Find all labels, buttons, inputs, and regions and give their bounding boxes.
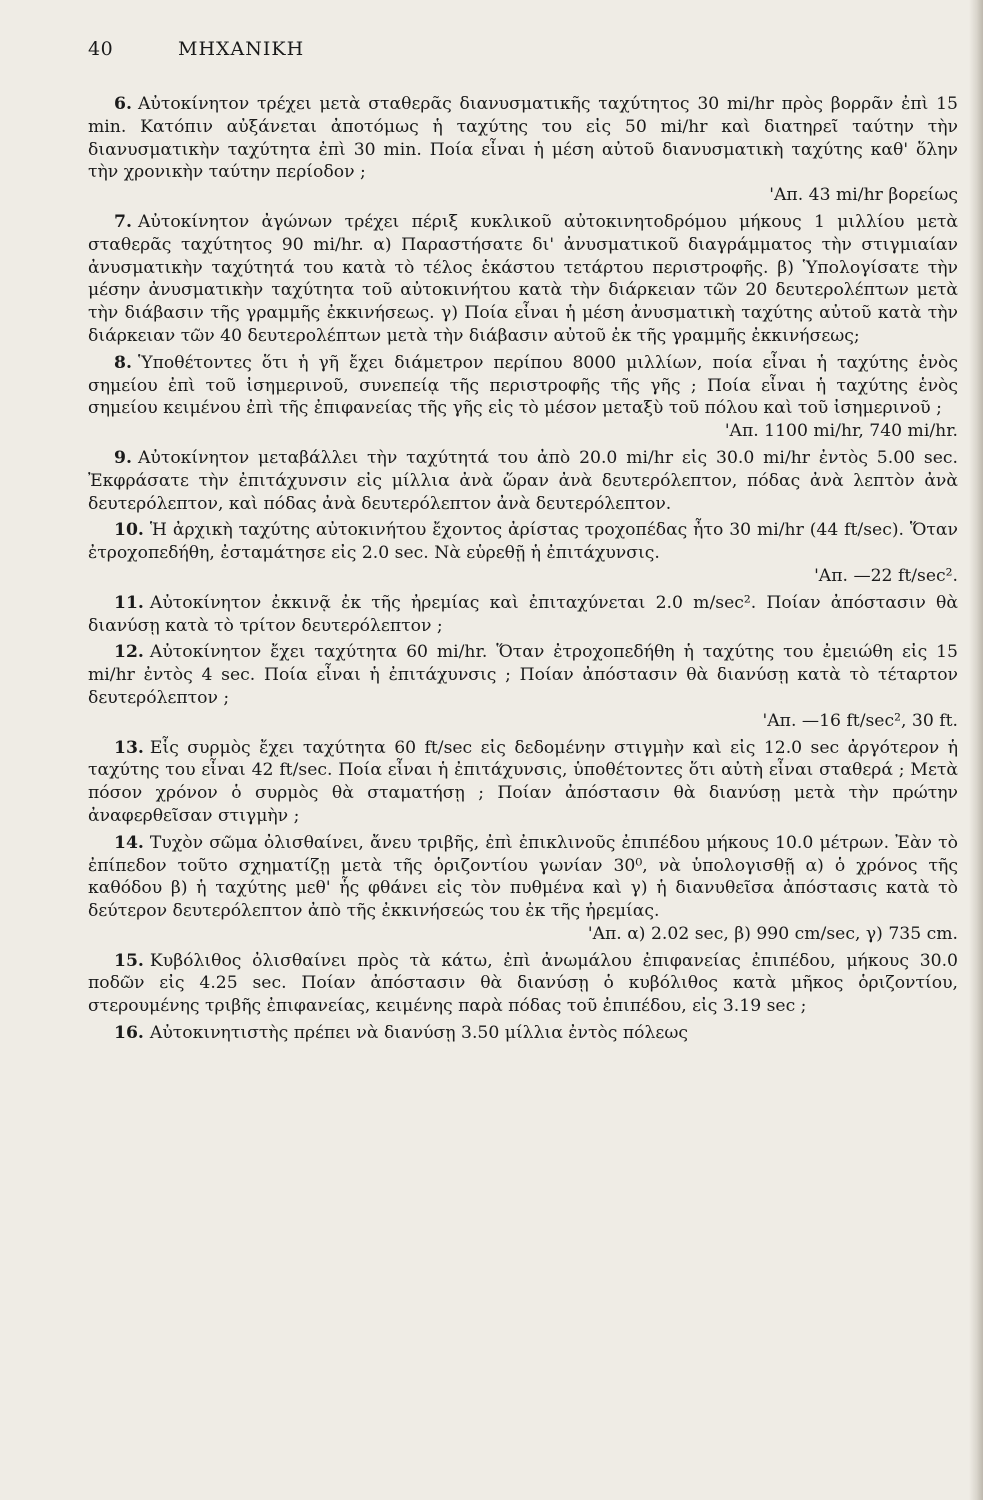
problem-13 bbox=[88, 737, 958, 828]
problem-text: Εἷς συρμὸς ἔχει ταχύτητα 60 ft/sec εἰς δεδομένην στιγμὴν καὶ εἰς 12.0 sec ἀργότερον ἡ ταχύτης του εἶναι 42 ft/sec. Ποία εἶναι ἡ ἐπιτάχυνσις, ὑποθέτοντες ὅτι αὐτὴ εἶναι σταθερά ; Μετὰ πόσον χρόνον ὁ συρμὸς θὰ σταματήσῃ ; Ποίαν ἀπόστασιν θὰ διανύσῃ μετὰ τὴν πρώτην ἀναφερθεῖσαν στιγμὴν ; bbox=[88, 737, 958, 826]
problem-answer: 'Απ. —22 ft/sec². bbox=[814, 565, 958, 586]
problem-number: 10. bbox=[114, 520, 144, 541]
problem-7 bbox=[88, 211, 958, 348]
problem-number: 6. bbox=[114, 94, 132, 114]
problem-text: Αὐτοκίνητον τρέχει μετὰ σταθερᾶς διανυσματικῆς ταχύτητος 30 mi/hr πρὸς βορρᾶν ἐπὶ 15 min. Κατόπιν αὐξάνεται ἀποτόμως ἡ ταχύτης του εἰς 50 mi/hr καὶ διατηρεῖ ταύτην τὴν διανυσματικὴν ταχύτητα ἐπὶ 30 min. Ποία εἶναι ἡ μέση αὐτοῦ διανυσματικὴ ταχύτης καθ' ὅλην τὴν χρονικὴν ταύτην περίοδον ; bbox=[88, 94, 958, 183]
problem-9 bbox=[88, 447, 958, 515]
problem-text: Τυχὸν σῶμα ὀλισθαίνει, ἄνευ τριβῆς, ἐπὶ ἐπικλινοῦς ἐπιπέδου μήκους 10.0 μέτρων. Ἐὰν τὸ ἐπίπεδον τοῦτο σχηματίζῃ μετὰ τῆς ὁριζοντίου γωνίαν 30⁰, νὰ ὑπολογισθῇ α) ὁ χρόνος τῆς καθόδου β) ἡ ταχύτης μεθ' ἧς φθάνει εἰς τὸν πυθμένα καὶ γ) ἡ διανυθεῖσα ἀπόστασις κατὰ τὸ δεύτερον δευτερόλεπτον ἀπὸ τῆς ἐκκινήσεώς του ἐκ τῆς ἠρεμίας. bbox=[88, 832, 958, 922]
problem-answer: 'Απ. —16 ft/sec², 30 ft. bbox=[762, 710, 958, 731]
problem-number: 16. bbox=[114, 1023, 144, 1044]
page-header-title: ΜΗΧΑΝΙΚΗ bbox=[178, 38, 305, 60]
problem-12 bbox=[88, 641, 958, 732]
problem-answer: 'Απ. 43 mi/hr βορείως bbox=[769, 185, 958, 206]
problem-16 bbox=[88, 1022, 958, 1045]
problem-14 bbox=[88, 832, 958, 946]
page-spine-shadow bbox=[969, 0, 983, 1500]
problem-number: 15. bbox=[114, 950, 144, 971]
problem-text: Αὐτοκίνητον μεταβάλλει τὴν ταχύτητά του ἀπὸ 20.0 mi/hr εἰς 30.0 mi/hr ἐντὸς 5.00 sec. Ἐκφράσατε τὴν ἐπιτάχυνσιν εἰς μίλλια ἀνὰ ὥραν ἀνὰ δευτερόλεπτον, πόδας ἀνὰ λεπτὸν ἀνὰ δευτερόλεπτον, καὶ πόδας ἀνὰ δευτερόλεπτον ἀνὰ δευτερόλεπτον. bbox=[88, 447, 958, 514]
problem-number: 8. bbox=[114, 352, 132, 373]
running-head bbox=[88, 38, 943, 68]
problem-11 bbox=[88, 592, 958, 638]
problem-number: 13. bbox=[114, 737, 144, 758]
problem-text: Αὐτοκίνητον ἀγώνων τρέχει πέριξ κυκλικοῦ αὐτοκινητοδρόμου μήκους 1 μιλλίου μετὰ σταθερᾶς ταχύτητος 90 mi/hr. α) Παραστήσατε δι' ἀνυσματικοῦ διαγράμματος τὴν στιγμιαίαν ἀνυσματικὴν ταχύτητά του κατὰ τὸ τέλος ἑκάστου τετάρτου περιστροφῆς. β) Ὑπολογίσατε τὴν μέσην ἀνυσματικὴν ταχύτητα τοῦ αὐτοκινήτου κατὰ τὴν διάρκειαν τῶν 20 δευτερολέπτων μετὰ τὴν διάβασιν τῆς γραμμῆς ἐκκινήσεως. γ) Ποία εἶναι ἡ μέση ἀνυσματικὴ ταχύτης αὐτοῦ κατὰ τὴν διάρκειαν τῶν 40 δευτερολέπτων μετὰ τὴν διάβασιν αὐτοῦ ἐκ τῆς γραμμῆς ἐκκινήσεως; bbox=[88, 211, 958, 346]
problem-8 bbox=[88, 352, 958, 443]
problem-text: Αὐτοκινητιστὴς πρέπει νὰ διανύσῃ 3.50 μίλλια ἐντὸς πόλεως bbox=[149, 1023, 688, 1044]
problem-6 bbox=[88, 93, 958, 207]
problem-answer: 'Απ. 1100 mi/hr, 740 mi/hr. bbox=[724, 421, 958, 442]
problem-text: Κυβόλιθος ὀλισθαίνει πρὸς τὰ κάτω, ἐπὶ ἀνωμάλου ἐπιφανείας ἐπιπέδου, μήκους 30.0 ποδῶν εἰς 4.25 sec. Ποίαν ἀπόστασιν θὰ διανύσῃ ὁ κυβόλιθος κατὰ μῆκος ὁριζοντίου, στερουμένης τριβῆς ἐπιφανείας, κειμένης παρὰ πόδας τοῦ ἐπιπέδου, εἰς 3.19 sec ; bbox=[88, 950, 958, 1017]
problem-text: Ἡ ἀρχικὴ ταχύτης αὐτοκινήτου ἔχοντος ἀρίστας τροχοπέδας ἦτο 30 mi/hr (44 ft/sec). Ὅταν ἐτροχοπεδήθη, ἐσταμάτησε εἰς 2.0 sec. Νὰ εὑρεθῇ ἡ ἐπιτάχυνσις. bbox=[88, 520, 958, 564]
problem-number: 11. bbox=[114, 592, 144, 613]
problem-10 bbox=[88, 519, 958, 587]
problem-answer: 'Απ. α) 2.02 sec, β) 990 cm/sec, γ) 735 cm. bbox=[587, 923, 958, 944]
problem-number: 14. bbox=[114, 832, 144, 853]
problem-number: 12. bbox=[114, 642, 144, 663]
problem-text: Ὑποθέτοντες ὅτι ἡ γῆ ἔχει διάμετρον περίπου 8000 μιλλίων, ποία εἶναι ἡ ταχύτης ἑνὸς σημείου ἐπὶ τοῦ ἰσημερινοῦ, συνεπείᾳ τῆς περιστροφῆς τῆς γῆς ; Ποία εἶναι ἡ ταχύτης ἑνὸς σημείου κειμένου ἐπὶ τῆς ἐπιφανείας τῆς γῆς εἰς τὸ μέσον μεταξὺ τοῦ πόλου καὶ τοῦ ἰσημερινοῦ ; bbox=[88, 352, 958, 419]
problem-text: Αὐτοκίνητον ἐκκινᾷ ἐκ τῆς ἠρεμίας καὶ ἐπιταχύνεται 2.0 m/sec². Ποίαν ἀπόστασιν θὰ διανύσῃ κατὰ τὸ τρίτον δευτερόλεπτον ; bbox=[88, 592, 958, 636]
problem-number: 7. bbox=[114, 211, 132, 232]
problem-list bbox=[88, 93, 958, 1045]
problem-15 bbox=[88, 950, 958, 1018]
problem-number: 9. bbox=[114, 447, 132, 468]
page-number: 40 bbox=[88, 38, 114, 60]
problem-text: Αὐτοκίνητον ἔχει ταχύτητα 60 mi/hr. Ὅταν ἐτροχοπεδήθη ἡ ταχύτης του ἐμειώθη εἰς 15 mi/hr ἐντὸς 4 sec. Ποία εἶναι ἡ ἐπιτάχυνσις ; Ποίαν ἀπόστασιν θὰ διανύσῃ κατὰ τὸ τέταρτον δευτερόλεπτον ; bbox=[88, 642, 958, 708]
